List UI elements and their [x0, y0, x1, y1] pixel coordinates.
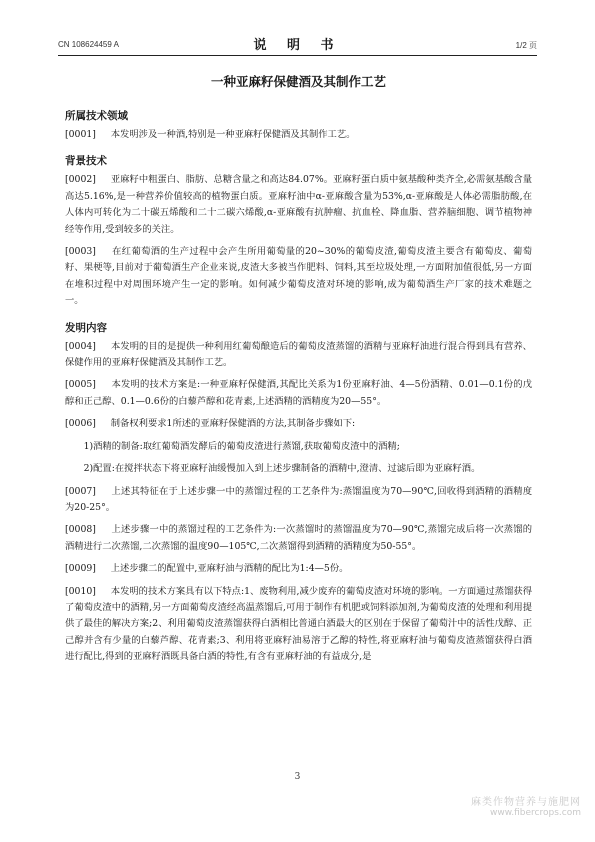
- paragraph-number: [0001]: [65, 129, 96, 140]
- paragraph-number: [0003]: [65, 246, 96, 258]
- paragraph-0007: [65, 484, 532, 517]
- paragraph-text: 本发明的技术方案是:一种亚麻籽保健酒,其配比关系为1份亚麻籽油、4—5份酒精、0.01—0.1份的戊醇和正己醇、0.1—0.6份的白藜芦醇和花青素,上述酒精的酒精度为20—55°。: [65, 379, 532, 407]
- section-heading-field: 所属技术领域: [65, 110, 128, 122]
- paragraph-text: 在红葡萄酒的生产过程中会产生所用葡萄量的20~30%的葡萄皮渣,葡萄皮渣主要含有葡萄皮、葡萄籽、果梗等,目前对于葡萄酒生产企业来说,皮渣大多被当作肥料、饲料,其至垃圾处理,一方面附加值很低,另一方面在堆积过程中对周围环境产生一定的影响。如何减少葡萄皮渣对环境的影响,成为葡萄酒生产厂家的技术难题之一。: [65, 246, 532, 307]
- page-info: 1/2 页: [515, 41, 537, 50]
- paragraph-number: [0010]: [65, 585, 96, 597]
- paragraph-0003: [65, 244, 532, 310]
- paragraph-0005: [65, 377, 532, 410]
- document-body: [65, 72, 532, 672]
- watermark-url: www.fibercrops.com: [490, 808, 581, 818]
- paragraph-0009: [65, 561, 532, 577]
- paragraph-number: [0005]: [65, 379, 96, 391]
- paragraph-0006: [65, 416, 532, 432]
- step-2: 2)配置:在搅拌状态下将亚麻籽油缓慢加入到上述步骤制备的酒精中,澄清、过滤后即为亚麻籽酒。: [83, 463, 481, 475]
- paragraph-0008: [65, 522, 532, 555]
- paragraph-number: [0008]: [65, 524, 96, 536]
- paragraph-text: 本发明涉及一种酒,特别是一种亚麻籽保健酒及其制作工艺。: [110, 129, 356, 140]
- paragraph-number: [0009]: [65, 563, 96, 575]
- paragraph-0002: [65, 172, 532, 238]
- paragraph-0010: [65, 584, 532, 666]
- document-title: 一种亚麻籽保健酒及其制作工艺: [210, 74, 386, 89]
- watermark-title: 麻类作物营养与施肥网: [471, 797, 581, 808]
- header-divider: [58, 55, 537, 56]
- section-heading-invention: 发明内容: [65, 321, 107, 334]
- header-title: 说 明 书: [253, 38, 342, 53]
- paragraph-text: 本发明的目的是提供一种利用红葡萄酿造后的葡萄皮渣蒸馏的酒精与亚麻籽油进行混合得到具有营养、保健作用的亚麻籽保健酒及其制作工艺。: [65, 340, 532, 369]
- paragraph-0001: [65, 127, 532, 143]
- paragraph-number: [0004]: [65, 340, 96, 352]
- document-number: CN 108624459 A: [58, 40, 119, 49]
- section-heading-background: 背景技术: [65, 155, 107, 168]
- paragraph-text: 上述其特征在于上述步骤一中的蒸馏过程的工艺条件为:蒸馏温度为70—90℃,回收得到酒精的酒精度为20-25°。: [65, 485, 532, 513]
- paragraph-number: [0002]: [65, 174, 96, 186]
- page-header: [58, 34, 537, 54]
- page-number: 3: [294, 772, 301, 782]
- paragraph-0004: [65, 339, 532, 372]
- paragraph-text: 上述步骤二的配置中,亚麻籽油与酒精的配比为1:4—5份。: [110, 563, 349, 575]
- paragraph-text: 本发明的技术方案具有以下特点:1、废物利用,减少废弃的葡萄皮渣对环境的影响。一方面通过蒸馏获得了葡萄皮渣中的酒精,另一方面葡萄皮渣经高温蒸馏后,可用于制作有机肥或饲料添加剂,为葡萄皮渣的处理和利用提供了最佳的解决方案;2、利用葡萄皮渣蒸馏获得白酒相比普通白酒最大的区别在于保留了葡萄汁中的活性戊醇、正己醇并含有少量的白藜芦醇、花青素;3、利用将亚麻籽油易溶于乙醇的特性,将亚麻籽油与葡萄皮渣蒸馏获得白酒进行配比,得到的亚麻籽酒既具备白酒的特性,有含有亚麻籽油的有益成分,是: [65, 585, 532, 663]
- paragraph-number: [0006]: [65, 418, 96, 430]
- step-1: 1)酒精的制备:取红葡萄酒发酵后的葡萄皮渣进行蒸馏,获取葡萄皮渣中的酒精;: [83, 440, 400, 452]
- paragraph-text: 上述步骤一中的蒸馏过程的工艺条件为:一次蒸馏时的蒸馏温度为70—90℃,蒸馏完成后将一次蒸馏的酒精进行二次蒸馏,二次蒸馏的温度90—105℃,二次蒸馏得到酒精的酒精度为50-55°。: [65, 524, 532, 552]
- paragraph-number: [0007]: [65, 485, 96, 497]
- paragraph-text: 亚麻籽中粗蛋白、脂肪、总糖含量之和高达84.07%。亚麻籽蛋白质中氨基酸种类齐全,必需氨基酸含量高达5.16%,是一种营养价值较高的植物蛋白质。亚麻籽油中α-亚麻酸含量为53%,α-亚麻酸是人体必需脂肪酸,在人体内可转化为二十碳五烯酸和二十二碳六烯酸,α-亚麻酸有抗肿瘤、抗血栓、降血脂、营养脑细胞、调节植物神经等作用,受到较多的关注。: [65, 174, 532, 235]
- watermark: [471, 793, 581, 818]
- paragraph-text: 制备权利要求1所述的亚麻籽保健酒的方法,其制备步骤如下:: [110, 418, 356, 430]
